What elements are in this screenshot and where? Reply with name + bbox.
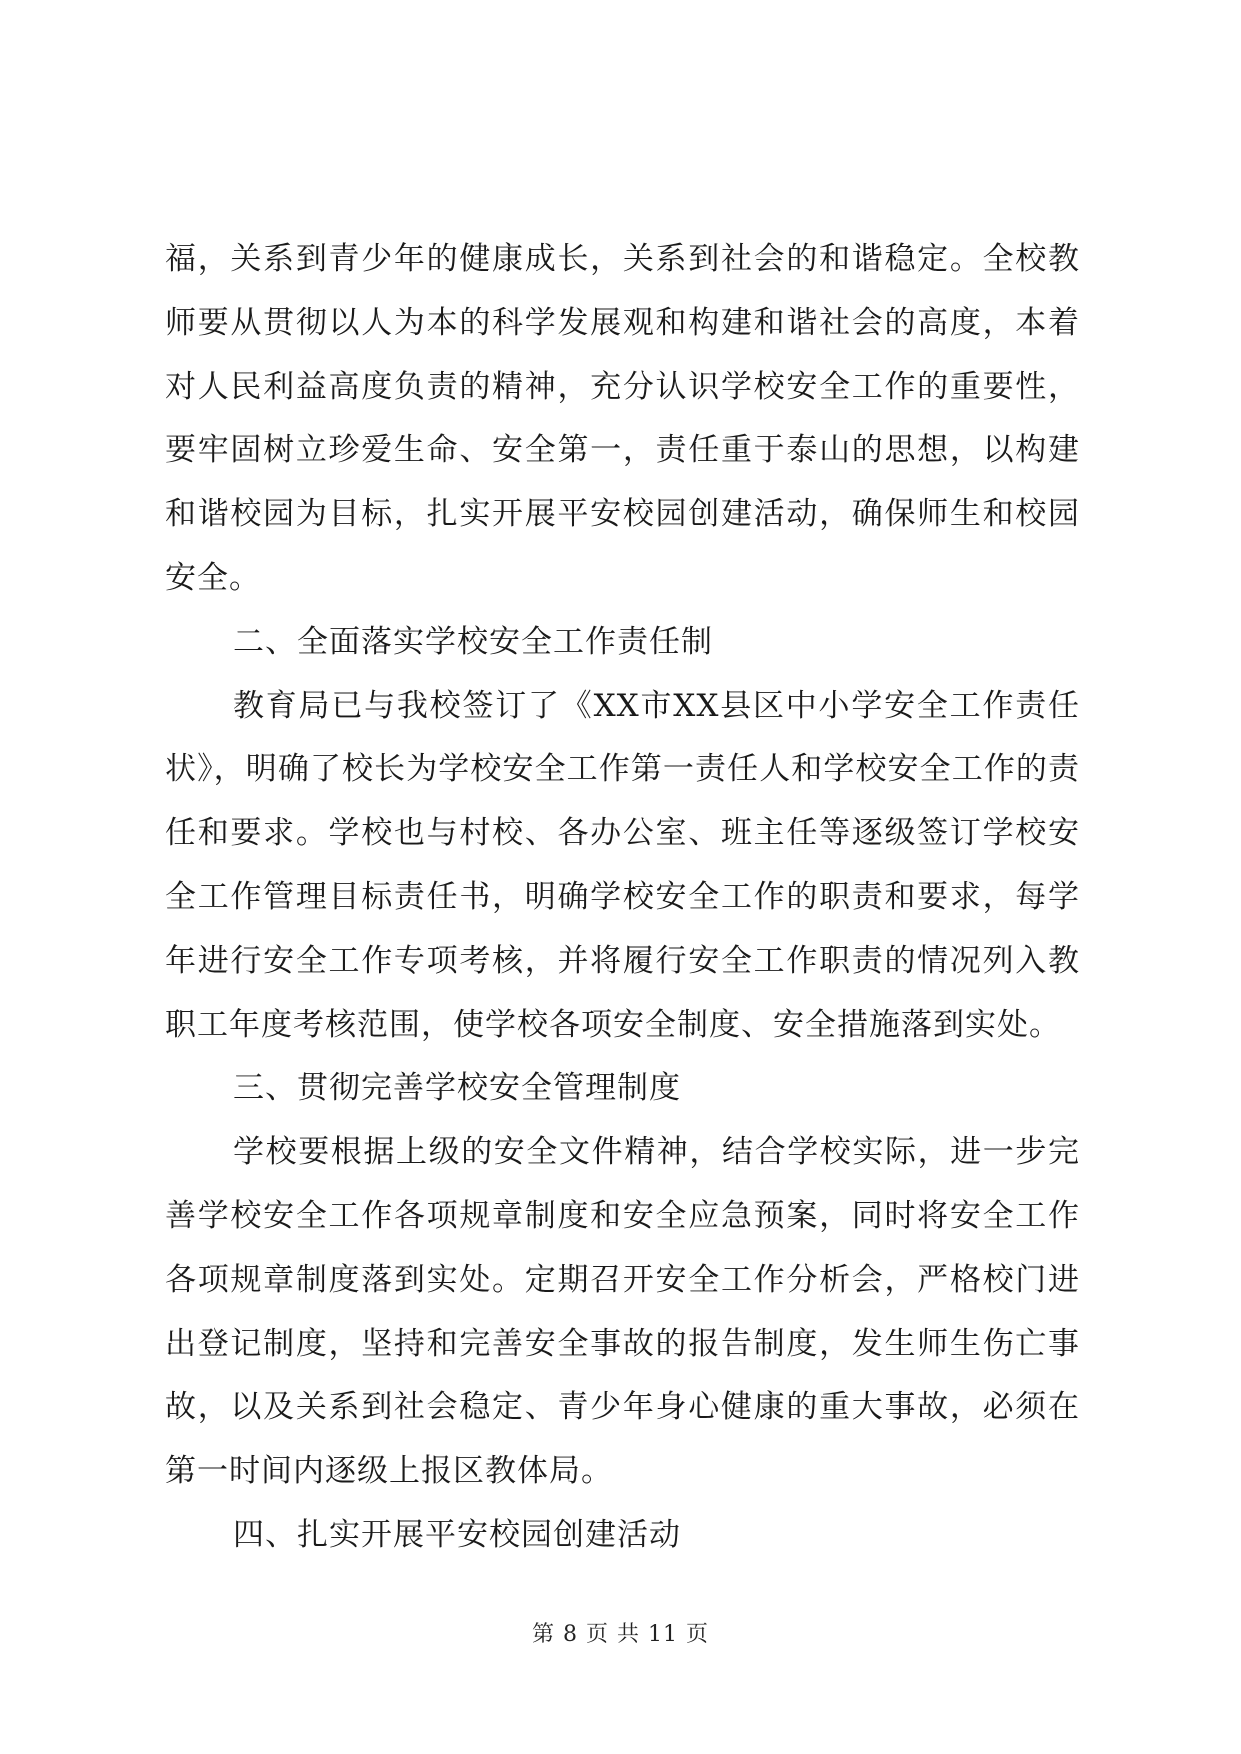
page-number-footer: 第 8 页 共 11 页 bbox=[532, 1622, 709, 1647]
section-heading-2: 二、全面落实学校安全工作责任制 bbox=[233, 623, 713, 660]
document-body bbox=[165, 228, 1080, 1568]
body-paragraph: 学校要根据上级的安全文件精神，结合学校实际，进一步完善学校安全工作各项规章制度和安全应急预案，同时将安全工作各项规章制度落到实处。定期召开安全工作分析会，严格校门进出登记制度，坚持和完善安全事故的报告制度，发生师生伤亡事故，以及关系到社会稳定、青少年身心健康的重大事故，必须在第一时间内逐级上报区教体局。 bbox=[165, 1134, 1080, 1490]
section-heading-3: 三、贯彻完善学校安全管理制度 bbox=[233, 1070, 681, 1107]
body-paragraph: 教育局已与我校签订了《XX市XX县区中小学安全工作责任状》，明确了校长为学校安全工作第一责任人和学校安全工作的责任和要求。学校也与村校、各办公室、班主任等逐级签订学校安全工作管理目标责任书，明确学校安全工作的职责和要求，每学年进行安全工作专项考核，并将履行安全工作职责的情况列入教职工年度考核范围，使学校各项安全制度、安全措施落到实处。 bbox=[165, 687, 1080, 1043]
section-heading-4: 四、扎实开展平安校园创建活动 bbox=[233, 1516, 681, 1553]
body-paragraph: 福，关系到青少年的健康成长，关系到社会的和谐稳定。全校教师要从贯彻以人为本的科学发展观和构建和谐社会的高度，本着对人民利益高度负责的精神，充分认识学校安全工作的重要性，要牢固树立珍爱生命、安全第一，责任重于泰山的思想，以构建和谐校园为目标，扎实开展平安校园创建活动，确保师生和校园安全。 bbox=[165, 241, 1080, 596]
